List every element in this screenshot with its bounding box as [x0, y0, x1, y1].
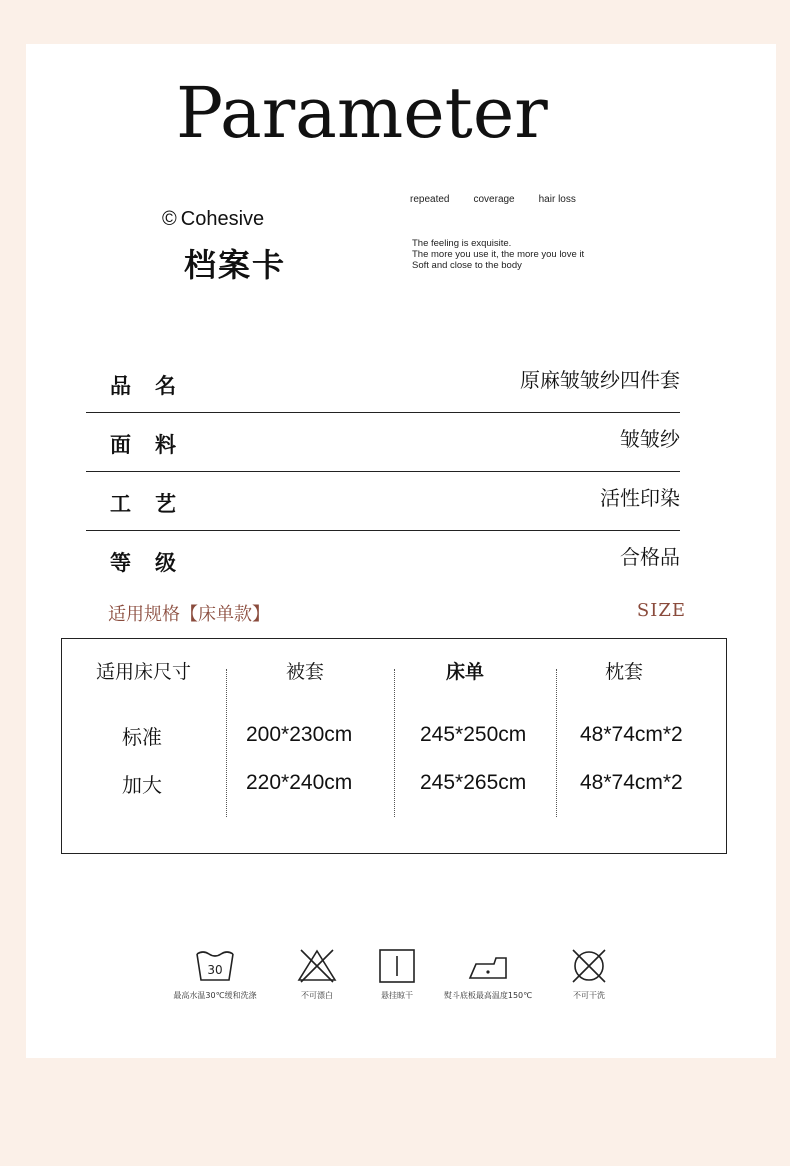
column-divider	[556, 669, 557, 817]
care-dry-clean	[559, 948, 619, 1001]
care-instructions	[161, 948, 661, 1018]
sheet-size: 245*250cm	[420, 723, 527, 746]
tag: repeated	[410, 194, 450, 205]
param-row-grade	[86, 531, 680, 589]
slogan-line: Soft and close to the body	[412, 260, 522, 271]
tag: hair loss	[538, 194, 576, 205]
column-header: 床单	[446, 661, 485, 683]
care-caption: 不可干洗	[573, 991, 605, 1000]
parameter-card	[26, 44, 776, 1058]
column-header: 枕套	[605, 661, 644, 683]
parameter-list	[86, 354, 680, 589]
slogan-line: The feeling is exquisite.	[412, 238, 512, 249]
tag-list	[410, 194, 576, 205]
param-row-fabric	[86, 413, 680, 472]
param-value: 皱皱纱	[620, 427, 680, 451]
copyright-icon: ©	[162, 208, 177, 230]
param-value: 合格品	[620, 545, 680, 569]
param-label: 品名	[110, 374, 200, 398]
duvet-size: 200*230cm	[246, 723, 353, 746]
sheet-size: 245*265cm	[420, 771, 527, 794]
svg-text:30: 30	[207, 963, 223, 977]
column-header: 被套	[286, 661, 325, 683]
duvet-size: 220*240cm	[246, 771, 353, 794]
param-value: 活性印染	[600, 486, 680, 510]
column-divider	[226, 669, 227, 817]
column-divider	[394, 669, 395, 817]
brand-name: Cohesive	[180, 208, 265, 230]
care-caption: 悬挂晾干	[381, 991, 413, 1000]
no-dry-clean-icon	[569, 948, 609, 984]
param-label: 工艺	[110, 492, 200, 516]
spec-title: 适用规格【床单款】	[108, 604, 270, 625]
care-caption: 不可漂白	[301, 991, 333, 1000]
no-bleach-icon	[297, 948, 337, 984]
iron-icon	[466, 948, 510, 984]
slogan-line: The more you use it, the more you love it	[412, 249, 585, 260]
page-title: Parameter	[176, 72, 548, 154]
param-row-craft	[86, 472, 680, 531]
param-value: 原麻皱皱纱四件套	[520, 368, 680, 392]
wash-30-icon	[195, 948, 235, 984]
param-row-name	[86, 354, 680, 413]
param-label: 面料	[110, 433, 200, 457]
column-header: 适用床尺寸	[96, 661, 192, 683]
tag: coverage	[473, 194, 515, 205]
care-bleach	[287, 948, 347, 1001]
care-wash	[167, 948, 263, 1001]
care-caption: 最高水温30℃缓和洗涤	[173, 991, 257, 1000]
archive-label: 档案卡	[184, 246, 287, 284]
size-label: SIZE	[636, 600, 686, 621]
care-caption: 熨斗底板最高温度150℃	[443, 991, 533, 1000]
pillow-size: 48*74cm*2	[580, 771, 683, 794]
care-dry	[367, 948, 427, 1001]
param-label: 等级	[110, 551, 200, 575]
slogan	[412, 238, 584, 271]
pillow-size: 48*74cm*2	[580, 723, 683, 746]
size-name: 加大	[122, 773, 162, 797]
hang-dry-icon	[377, 948, 417, 984]
size-name: 标准	[122, 725, 162, 749]
care-iron	[433, 948, 543, 1001]
size-table	[61, 638, 727, 854]
brand	[162, 208, 264, 231]
